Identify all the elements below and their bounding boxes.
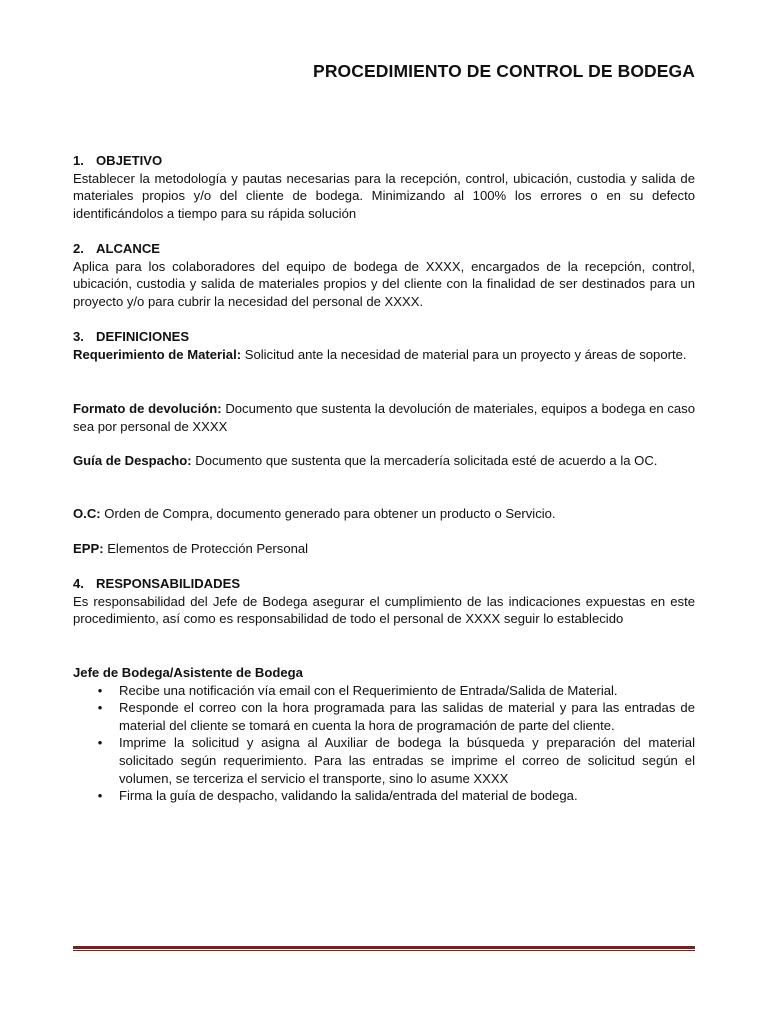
list-item-text: Imprime la solicitud y asigna al Auxiliar de bodega la búsqueda y preparación del material solicitado según requerimiento. Para las entradas se imprime el correo de solicitud según el volumen, se terceriza el servicio el transporte, sino lo asume XXXX <box>119 735 695 786</box>
bullet-icon: • <box>97 682 103 698</box>
footer-rule-thin <box>73 950 695 951</box>
section-title: DEFINICIONES <box>96 329 190 344</box>
section-paragraph: Es responsabilidad del Jefe de Bodega asegurar el cumplimiento de las indicaciones expuestas en este procedimiento, así como es responsabilidad de todo el personal de XXXX seguir lo establecido <box>73 593 695 627</box>
section-number: 2. <box>73 241 84 256</box>
list-item <box>73 734 695 787</box>
definition-text: Documento que sustenta la devolución de materiales, equipos a bodega en caso sea por personal de XXXX <box>73 401 696 434</box>
definition-term: Formato de devolución: <box>73 401 222 416</box>
definition-item <box>73 540 695 558</box>
section-title: OBJETIVO <box>96 153 163 168</box>
definition-term: EPP: <box>73 541 104 556</box>
list-item <box>73 699 695 734</box>
section-title: RESPONSABILIDADES <box>96 576 241 591</box>
section-title: ALCANCE <box>96 241 161 256</box>
section-heading <box>73 328 695 346</box>
definition-term: Guía de Despacho: <box>73 453 192 468</box>
bullet-icon: • <box>97 700 103 716</box>
section-heading <box>73 575 695 593</box>
definition-text: Orden de Compra, documento generado para obtener un producto o Servicio. <box>104 506 556 521</box>
section-objetivo <box>73 152 695 222</box>
definition-item <box>73 346 695 364</box>
bullet-icon: • <box>97 788 103 804</box>
section-paragraph: Establecer la metodología y pautas necesarias para la recepción, control, ubicación, custodia y salida de materiales propios y/o del cliente de bodega. Minimizando al 100% los errores o en su defecto identificándolos a tiempo para su rápida solución <box>73 170 695 221</box>
section-alcance <box>73 240 695 310</box>
role-subheading: Jefe de Bodega/Asistente de Bodega <box>73 665 303 680</box>
bullet-icon: • <box>97 735 103 751</box>
section-paragraph: Aplica para los colaboradores del equipo de bodega de XXXX, encargados de la recepción, control, ubicación, custodia y salida de materiales propios y del cliente con la finalidad de ser destinados para un proyecto y/o para cubrir la necesidad del personal de XXXX. <box>73 258 695 309</box>
section-definiciones <box>73 328 695 346</box>
list-item <box>73 787 695 805</box>
responsibility-list <box>73 682 695 805</box>
definition-text: Documento que sustenta que la mercadería solicitada esté de acuerdo a la OC. <box>195 453 658 468</box>
list-item-text: Firma la guía de despacho, validando la salida/entrada del material de bodega. <box>119 788 578 804</box>
list-item-text: Recibe una notificación vía email con el Requerimiento de Entrada/Salida de Material. <box>119 682 618 698</box>
section-number: 1. <box>73 153 84 168</box>
definition-term: O.C: <box>73 506 101 521</box>
list-item <box>73 682 695 700</box>
document-title: PROCEDIMIENTO DE CONTROL DE BODEGA <box>313 61 695 81</box>
definition-item <box>73 400 695 435</box>
definition-text: Elementos de Protección Personal <box>107 541 309 556</box>
footer-rule-thick <box>73 946 695 949</box>
section-responsabilidades <box>73 575 695 628</box>
list-item-text: Responde el correo con la hora programada para las salidas de material y para las entradas de material del cliente se tomará en cuenta la hora de programación de parte del cliente. <box>119 700 695 733</box>
section-number: 4. <box>73 576 84 591</box>
definition-term: Requerimiento de Material: <box>73 347 242 362</box>
section-heading <box>73 240 695 258</box>
definition-item <box>73 452 695 470</box>
section-number: 3. <box>73 329 84 344</box>
role-block <box>73 664 695 805</box>
definition-item <box>73 505 695 523</box>
footer-divider <box>73 946 695 951</box>
definition-text: Solicitud ante la necesidad de material para un proyecto y áreas de soporte. <box>244 347 687 362</box>
section-heading <box>73 152 695 170</box>
